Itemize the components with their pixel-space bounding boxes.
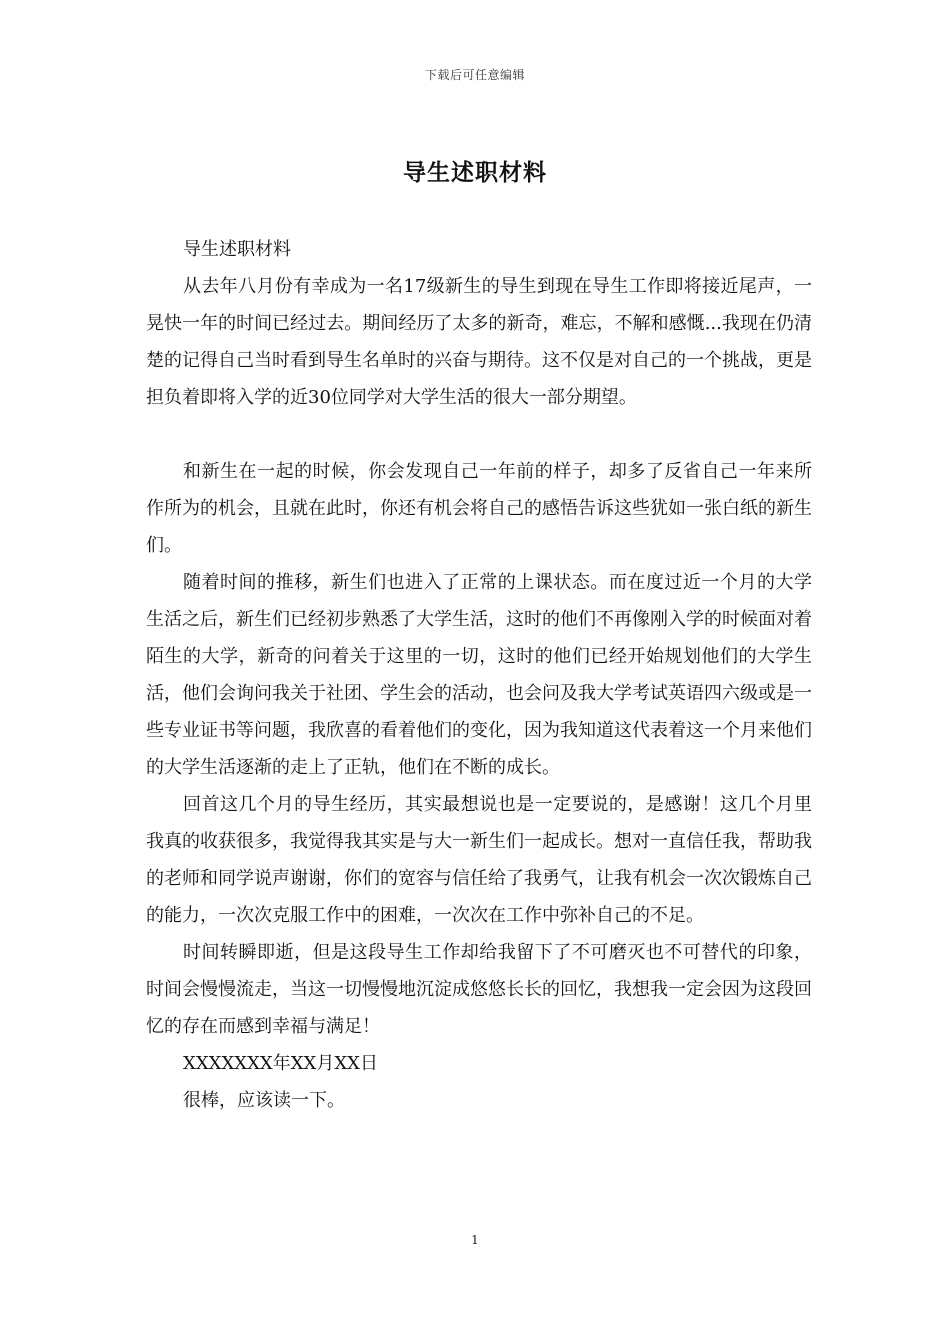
document-title: 导生述职材料 [403,159,547,186]
closing-comment: 很棒，应该读一下。 [183,1090,345,1111]
paragraph: 随着时间的推移，新生们也进入了正常的上课状态。而在度过近一个月的大学生活之后，新生们已经初步熟悉了大学生活，这时的他们不再像刚入学的时候面对着陌生的大学，新奇的问着关于这里的一切，这时的他们已经开始规划他们的大学生活，他们会询问我关于社团、学生会的活动，也会问及我大学考试英语四六级或是一些专业证书等问题，我欣喜的看着他们的变化，因为我知道这代表着这一个月来他们的大学生活逐渐的走上了正轨，他们在不断的成长。 [146,572,812,778]
paragraph: 回首这几个月的导生经历，其实最想说也是一定要说的，是感谢！这几个月里我真的收获很多，我觉得我其实是与大一新生们一起成长。想对一直信任我，帮助我的老师和同学说声谢谢，你们的宽容与信任给了我勇气，让我有机会一次次锻炼自己的能力，一次次克服工作中的困难，一次次在工作中弥补自己的不足。 [146,794,812,926]
paragraph: 和新生在一起的时候，你会发现自己一年前的样子，却多了反省自己一年来所作所为的机会，且就在此时，你还有机会将自己的感悟告诉这些犹如一张白纸的新生们。 [146,461,812,556]
paragraph: 从去年八月份有幸成为一名17级新生的导生到现在导生工作即将接近尾声，一晃快一年的时间已经过去。期间经历了太多的新奇，难忘，不解和感慨...我现在仍清楚的记得自己当时看到导生名单时的兴奋与期待。这不仅是对自己的一个挑战，更是担负着即将入学的近30位同学对大学生活的很大一部分期望。 [146,276,812,408]
page-number: 1 [471,1233,479,1247]
date-line: XXXXXXX年XX月XX日 [183,1053,378,1074]
paragraph-subtitle: 导生述职材料 [183,239,291,260]
header-note: 下载后可任意编辑 [424,68,525,82]
paragraph: 时间转瞬即逝，但是这段导生工作却给我留下了不可磨灭也不可替代的印象，时间会慢慢流走，当这一切慢慢地沉淀成悠悠长长的回忆，我想我一定会因为这段回忆的存在而感到幸福与满足！ [146,942,812,1037]
document-body [146,231,812,1119]
